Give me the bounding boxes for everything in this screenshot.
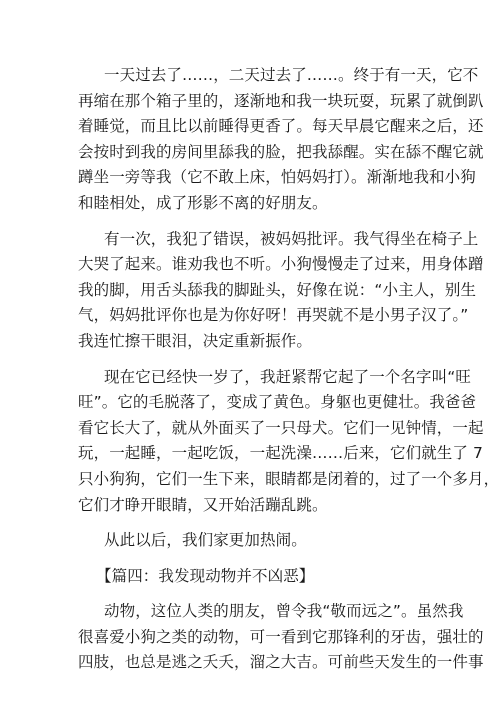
paragraph-2-line-2: 大哭了起来。谁劝我也不听。小狗慢慢走了过来，用身体蹭 — [78, 255, 484, 274]
paragraph-3-line-2: 旺”。它的毛脱落了，变成了黄色。身躯也更健壮。我爸爸 — [78, 393, 477, 412]
paragraph-2-line-5: 我连忙擦干眼泪，决定重新振作。 — [78, 331, 313, 350]
paragraph-1-line-5: 蹲坐一旁等我（它不敢上床，怕妈妈打）。渐渐地我和小狗 — [78, 168, 476, 187]
paragraph-4-line-1: 从此以后，我们家更加热闹。 — [104, 531, 307, 550]
paragraph-1-line-3: 着睡觉，而且比以前睡得更香了。每天早晨它醒来之后，还 — [78, 117, 484, 136]
paragraph-1-line-1: 一天过去了……，二天过去了……。终于有一天，它不 — [104, 66, 479, 84]
paragraph-2-line-4: 气，妈妈批评你也是为你好呀！再哭就不是小男子汉了。” — [78, 306, 469, 325]
section-heading: 【篇四：我发现动物并不凶恶】 — [96, 566, 315, 585]
paragraph-1-line-6: 和睦相处，成了形影不离的好朋友。 — [78, 193, 328, 212]
paragraph-5-line-1: 动物，这位人类的朋友，曾令我“敬而远之”。虽然我 — [104, 602, 464, 621]
paragraph-5-line-3: 四肢，也总是逃之夭夭，溜之大吉。可前些天发生的一件事 — [78, 653, 484, 672]
paragraph-3-line-6: 它们才睁开眼睛，又开始活蹦乱跳。 — [78, 495, 328, 514]
paragraph-3-line-4: 玩，一起睡，一起吃饭，一起洗澡……后来，它们就生了 7 — [78, 444, 483, 463]
paragraph-3-line-3: 看它长大了，就从外面买了一只母犬。它们一见钟情，一起 — [78, 418, 484, 437]
paragraph-3-line-5: 只小狗狗，它们一生下来，眼睛都是闭着的，过了一个多月， — [78, 469, 500, 488]
paragraph-3-line-1: 现在它已经快一岁了，我赶紧帮它起了一个名字叫“旺 — [104, 367, 471, 386]
paragraph-2-line-1: 有一次，我犯了错误，被妈妈批评。我气得坐在椅子上 — [104, 229, 479, 248]
body-text — [78, 63, 500, 676]
paragraph-1-line-2: 再缩在那个箱子里的，逐渐地和我一块玩耍，玩累了就倒趴 — [78, 91, 484, 110]
paragraph-5-line-2: 很喜爱小狗之类的动物，可一看到它那锋利的牙齿，强壮的 — [78, 627, 484, 646]
paragraph-2-line-3: 我的脚，用舌头舔我的脚趾头，好像在说：“小主人，别生 — [78, 280, 477, 299]
paragraph-1-line-4: 会按时到我的房间里舔我的脸，把我舔醒。实在舔不醒它就 — [78, 142, 484, 161]
